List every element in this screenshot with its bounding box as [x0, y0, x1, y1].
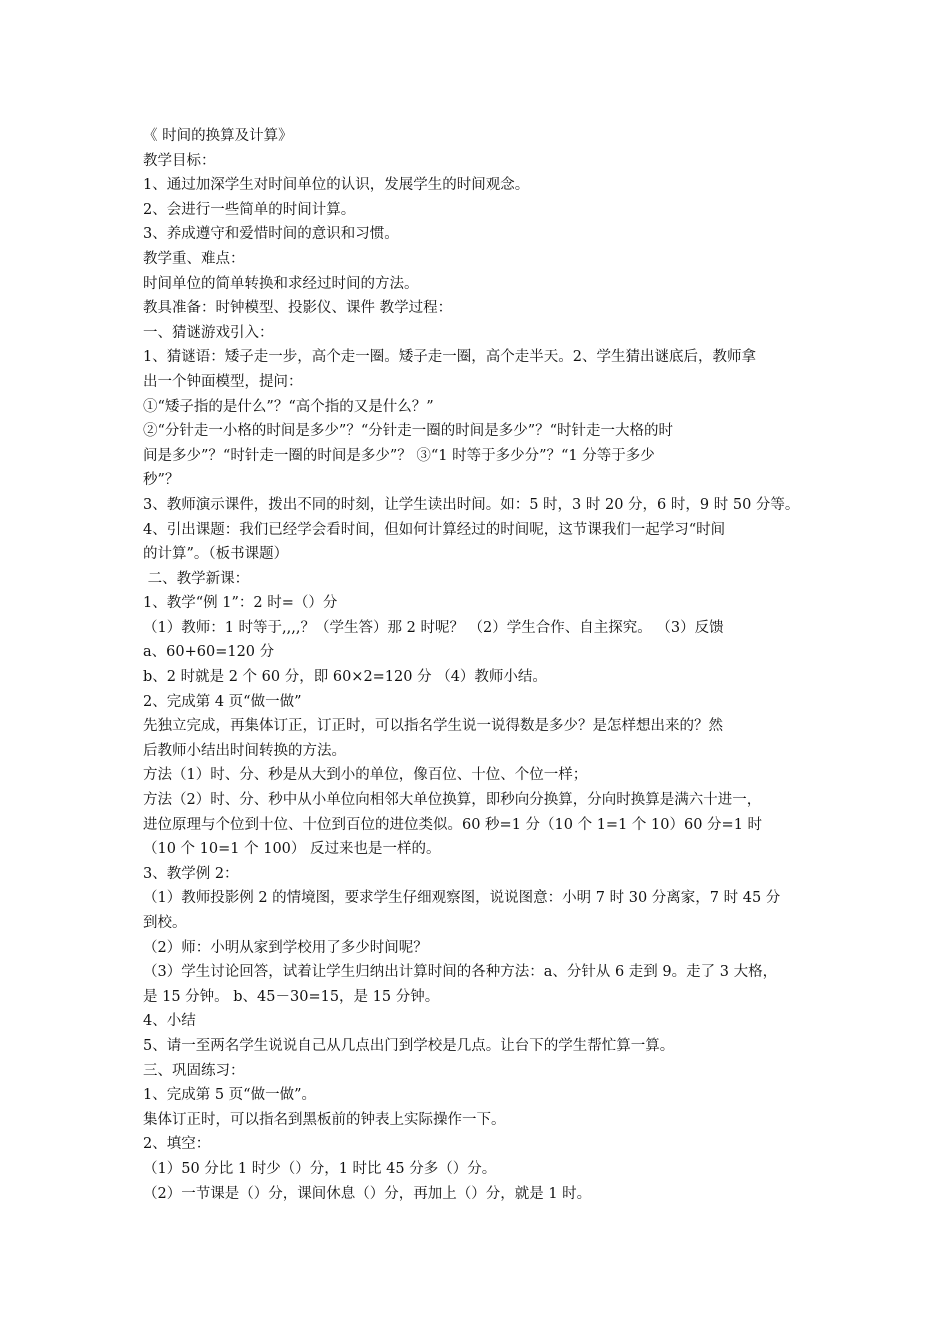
text-line: ①“矮子指的是什么”？“高个指的又是什么？”	[143, 398, 434, 415]
text-line: 1、教学“例 1”：2 时=（）分	[143, 595, 338, 612]
text-line: a、60+60=120 分	[143, 644, 275, 661]
text-line: （1）50 分比 1 时少（）分，1 时比 45 分多（）分。	[143, 1160, 497, 1177]
document-body	[143, 124, 815, 1206]
text-line: 4、引出课题：我们已经学会看时间，但如何计算经过的时间呢，这节课我们一起学习“时间	[143, 521, 726, 538]
text-line: 到校。	[143, 915, 187, 931]
text-line: （1）教师投影例 2 的情境图，要求学生仔细观察图，说说图意：小明 7 时 30 分离家，7 时 45 分	[143, 890, 781, 907]
text-line: 进位原理与个位到十位、十位到百位的进位类似。60 秒=1 分（10 个 1=1 个 10）60 分=1 时	[143, 816, 763, 833]
text-line: （2）一节课是（）分，课间休息（）分，再加上（）分，就是 1 时。	[143, 1185, 592, 1202]
text-line: 的计算”。（板书课题）	[143, 546, 289, 563]
text-line: ②“分针走一小格的时间是多少”？“分针走一圈的时间是多少”？“时针走一大格的时	[143, 423, 674, 440]
text-line: （10 个 10=1 个 100） 反过来也是一样的。	[143, 841, 441, 858]
text-line: 教具准备：时钟模型、投影仪、课件 教学过程：	[143, 300, 453, 317]
text-line: 1、猜谜语：矮子走一步，高个走一圈。矮子走一圈，高个走半天。2、学生猜出谜底后，教师拿	[143, 349, 756, 366]
text-line: 3、教学例 2：	[143, 865, 239, 882]
text-line: 三、巩固练习：	[143, 1062, 245, 1079]
text-line: 3、教师演示课件，拨出不同的时刻，让学生读出时间。如：5 时，3 时 20 分，6 时，9 时 50 分等。	[143, 496, 800, 513]
text-line: 1、完成第 5 页“做一做”。	[143, 1087, 316, 1104]
text-line: b、2 时就是 2 个 60 分，即 60×2=120 分 （4）教师小结。	[143, 669, 547, 686]
text-line: 4、小结	[143, 1013, 196, 1030]
text-line: 秒”？	[143, 472, 180, 489]
text-line: 1、通过加深学生对时间单位的认识，发展学生的时间观念。	[143, 177, 530, 194]
text-line: 3、养成遵守和爱惜时间的意识和习惯。	[143, 226, 399, 243]
text-line: 2、完成第 4 页“做一做”	[143, 693, 302, 710]
text-line: （1）教师：1 时等于,,,,？（学生答）那 2 时呢？ （2）学生合作、自主探究。 （3）反馈	[143, 619, 724, 636]
text-line: 方法（1）时、分、秒是从大到小的单位，像百位、十位、个位一样；	[143, 767, 588, 784]
text-line: 集体订正时，可以指名到黑板前的钟表上实际操作一下。	[143, 1111, 506, 1128]
text-line: 是 15 分钟。 b、45－30=15，是 15 分钟。	[143, 988, 440, 1005]
text-line: 方法（2）时、分、秒中从小单位向相邻大单位换算，即秒向分换算，分向时换算是满六十进一，	[143, 792, 762, 809]
text-line: 2、填空：	[143, 1136, 211, 1153]
document-title: 《 时间的换算及计算》	[143, 128, 293, 144]
text-line: （2）师：小明从家到学校用了多少时间呢？	[143, 939, 428, 956]
text-line: 二、教学新课：	[143, 570, 250, 587]
text-line: 一、猜谜游戏引入：	[143, 324, 274, 341]
text-line: 后教师小结出时间转换的方法。	[143, 742, 346, 759]
text-line: 5、请一至两名学生说说自己从几点出门到学校是几点。让台下的学生帮忙算一算。	[143, 1037, 675, 1054]
text-line: 教学重、难点：	[143, 250, 245, 267]
text-line: 间是多少”？“时针走一圈的时间是多少”？ ③“1 时等于多少分”？“1 分等于多少	[143, 447, 655, 464]
text-line: 时间单位的简单转换和求经过时间的方法。	[143, 275, 419, 292]
text-line: 出一个钟面模型，提问：	[143, 373, 303, 390]
text-line: （3）学生讨论回答，试着让学生归纳出计算时间的各种方法：a、分针从 6 走到 9。走了 3 大格，	[143, 964, 778, 981]
text-line: 2、会进行一些简单的时间计算。	[143, 201, 356, 218]
text-line: 教学目标：	[143, 152, 216, 169]
text-line: 先独立完成，再集体订正，订正时，可以指名学生说一说得数是多少？是怎样想出来的？然	[143, 718, 723, 735]
